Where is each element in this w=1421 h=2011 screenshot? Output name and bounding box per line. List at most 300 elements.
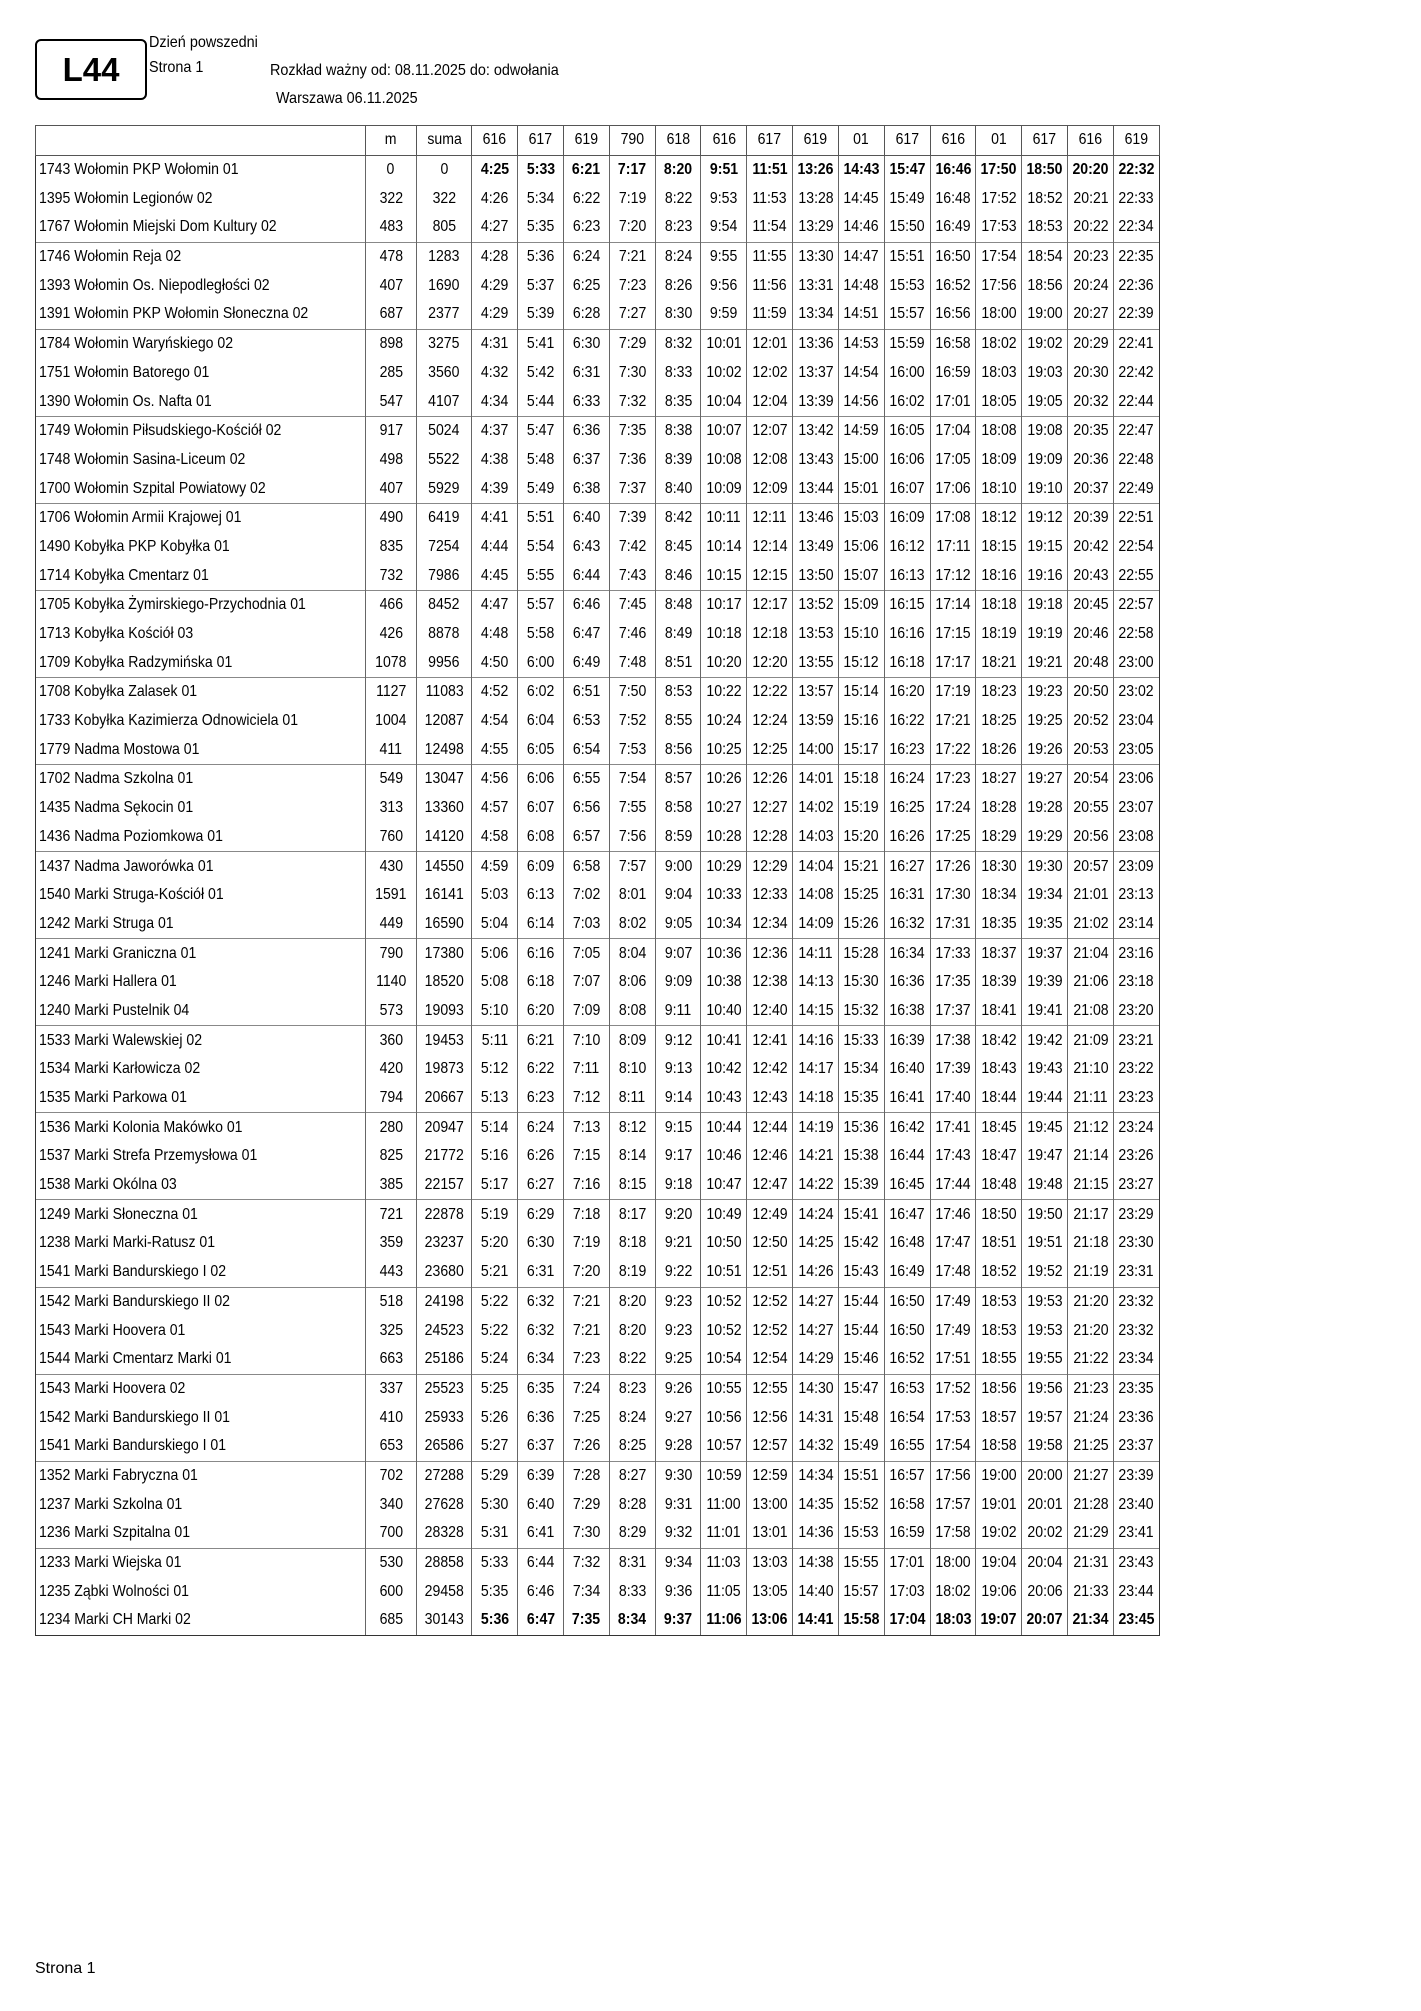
departure-time: 5:06	[472, 939, 518, 968]
departure-time: 9:17	[655, 1142, 701, 1171]
departure-time: 7:19	[564, 1229, 610, 1258]
departure-time: 16:23	[884, 735, 930, 764]
departure-time: 18:57	[976, 1403, 1022, 1432]
departure-time: 4:54	[472, 707, 518, 736]
departure-time: 13:57	[793, 678, 839, 707]
departure-time: 20:37	[1068, 474, 1114, 503]
departure-time: 8:20	[655, 155, 701, 184]
stop-name: 1705 Kobyłka Żymirskiego-Przychodnia 01	[36, 591, 366, 620]
table-row	[36, 533, 1160, 562]
departure-time: 7:23	[609, 271, 655, 300]
stop-distance: 478	[365, 242, 416, 271]
stop-distance: 411	[365, 735, 416, 764]
departure-time: 6:31	[518, 1258, 564, 1287]
departure-time: 7:16	[564, 1171, 610, 1200]
table-row	[36, 1548, 1160, 1577]
departure-time: 14:02	[793, 794, 839, 823]
departure-time: 22:39	[1113, 300, 1159, 329]
departure-time: 23:18	[1113, 968, 1159, 997]
departure-time: 14:40	[793, 1577, 839, 1606]
departure-time: 15:48	[838, 1403, 884, 1432]
departure-time: 5:25	[472, 1374, 518, 1403]
departure-time: 18:02	[930, 1577, 976, 1606]
departure-time: 17:30	[930, 881, 976, 910]
departure-time: 11:59	[747, 300, 793, 329]
departure-time: 19:37	[1022, 939, 1068, 968]
departure-time: 19:06	[976, 1577, 1022, 1606]
departure-time: 12:27	[747, 794, 793, 823]
departure-time: 12:55	[747, 1374, 793, 1403]
departure-time: 9:21	[655, 1229, 701, 1258]
departure-time: 5:08	[472, 968, 518, 997]
departure-time: 5:54	[518, 533, 564, 562]
departure-time: 17:12	[930, 561, 976, 590]
departure-time: 16:12	[884, 533, 930, 562]
departure-time: 12:33	[747, 881, 793, 910]
departure-time: 16:55	[884, 1432, 930, 1461]
departure-time: 22:32	[1113, 155, 1159, 184]
departure-time: 17:54	[930, 1432, 976, 1461]
departure-time: 21:23	[1068, 1374, 1114, 1403]
departure-time: 7:24	[564, 1374, 610, 1403]
table-row	[36, 1142, 1160, 1171]
departure-time: 17:44	[930, 1171, 976, 1200]
stop-distance: 653	[365, 1432, 416, 1461]
departure-time: 20:01	[1022, 1490, 1068, 1519]
departure-time: 8:04	[609, 939, 655, 968]
departure-time: 14:31	[793, 1403, 839, 1432]
departure-time: 10:41	[701, 1026, 747, 1055]
departure-time: 17:04	[930, 416, 976, 445]
departure-time: 4:32	[472, 359, 518, 388]
departure-time: 14:53	[838, 329, 884, 358]
table-row	[36, 1026, 1160, 1055]
departure-time: 16:15	[884, 591, 930, 620]
departure-time: 19:26	[1022, 735, 1068, 764]
stop-cumulative-distance: 12498	[417, 735, 472, 764]
departure-time: 7:17	[609, 155, 655, 184]
departure-time: 17:01	[884, 1548, 930, 1577]
departure-time: 6:32	[518, 1287, 564, 1316]
departure-time: 23:36	[1113, 1403, 1159, 1432]
departure-time: 13:34	[793, 300, 839, 329]
departure-time: 21:08	[1068, 997, 1114, 1026]
departure-time: 18:16	[976, 561, 1022, 590]
departure-time: 5:35	[472, 1577, 518, 1606]
departure-time: 15:19	[838, 794, 884, 823]
departure-time: 23:34	[1113, 1345, 1159, 1374]
departure-time: 20:22	[1068, 213, 1114, 242]
departure-time: 5:58	[518, 620, 564, 649]
departure-time: 12:20	[747, 648, 793, 677]
table-row	[36, 794, 1160, 823]
departure-time: 10:11	[701, 503, 747, 532]
departure-time: 10:22	[701, 678, 747, 707]
stop-cumulative-distance: 20947	[417, 1113, 472, 1142]
departure-time: 20:35	[1068, 416, 1114, 445]
departure-time: 19:21	[1022, 648, 1068, 677]
departure-time: 19:10	[1022, 474, 1068, 503]
stop-name: 1541 Marki Bandurskiego I 01	[36, 1432, 366, 1461]
departure-time: 17:56	[930, 1461, 976, 1490]
departure-time: 8:48	[655, 591, 701, 620]
departure-time: 17:50	[976, 155, 1022, 184]
departure-time: 6:22	[518, 1055, 564, 1084]
departure-time: 23:41	[1113, 1519, 1159, 1548]
stop-cumulative-distance: 19093	[417, 997, 472, 1026]
departure-time: 15:36	[838, 1113, 884, 1142]
departure-time: 16:42	[884, 1113, 930, 1142]
departure-time: 6:41	[518, 1519, 564, 1548]
departure-time: 9:15	[655, 1113, 701, 1142]
departure-time: 12:02	[747, 359, 793, 388]
departure-time: 8:53	[655, 678, 701, 707]
day-type: Dzień powszedni	[149, 34, 258, 51]
departure-time: 14:11	[793, 939, 839, 968]
departure-time: 23:32	[1113, 1287, 1159, 1316]
departure-time: 23:43	[1113, 1548, 1159, 1577]
departure-time: 19:15	[1022, 533, 1068, 562]
departure-time: 17:14	[930, 591, 976, 620]
departure-time: 17:04	[884, 1606, 930, 1635]
departure-time: 4:26	[472, 184, 518, 213]
stop-distance: 547	[365, 387, 416, 416]
departure-time: 19:44	[1022, 1084, 1068, 1113]
departure-time: 20:23	[1068, 242, 1114, 271]
table-row	[36, 1200, 1160, 1229]
table-row	[36, 1432, 1160, 1461]
departure-time: 16:26	[884, 823, 930, 852]
departure-time: 14:08	[793, 881, 839, 910]
departure-time: 17:22	[930, 735, 976, 764]
departure-time: 10:42	[701, 1055, 747, 1084]
departure-time: 10:55	[701, 1374, 747, 1403]
stop-cumulative-distance: 5929	[417, 474, 472, 503]
departure-time: 8:14	[609, 1142, 655, 1171]
stop-name: 1714 Kobyłka Cmentarz 01	[36, 561, 366, 590]
departure-time: 18:53	[1022, 213, 1068, 242]
departure-time: 18:03	[930, 1606, 976, 1635]
departure-time: 17:31	[930, 910, 976, 939]
departure-time: 15:18	[838, 765, 884, 794]
departure-time: 6:38	[564, 474, 610, 503]
departure-time: 15:16	[838, 707, 884, 736]
departure-time: 10:52	[701, 1316, 747, 1345]
stop-cumulative-distance: 19873	[417, 1055, 472, 1084]
departure-time: 7:43	[609, 561, 655, 590]
stop-cumulative-distance: 0	[417, 155, 472, 184]
departure-time: 9:37	[655, 1606, 701, 1635]
departure-time: 14:27	[793, 1287, 839, 1316]
header-brigade-616: 616	[930, 126, 976, 156]
header-brigade-617: 617	[884, 126, 930, 156]
departure-time: 11:01	[701, 1519, 747, 1548]
departure-time: 12:44	[747, 1113, 793, 1142]
stop-distance: 325	[365, 1316, 416, 1345]
departure-time: 7:27	[609, 300, 655, 329]
header-stop-column	[36, 126, 366, 156]
departure-time: 8:26	[655, 271, 701, 300]
departure-time: 19:43	[1022, 1055, 1068, 1084]
departure-time: 18:28	[976, 794, 1022, 823]
stop-cumulative-distance: 16141	[417, 881, 472, 910]
departure-time: 4:45	[472, 561, 518, 590]
departure-time: 13:37	[793, 359, 839, 388]
departure-time: 5:22	[472, 1316, 518, 1345]
departure-time: 23:32	[1113, 1316, 1159, 1345]
departure-time: 15:50	[884, 213, 930, 242]
departure-time: 23:21	[1113, 1026, 1159, 1055]
table-row	[36, 474, 1160, 503]
departure-time: 6:47	[518, 1606, 564, 1635]
departure-time: 4:38	[472, 446, 518, 475]
departure-time: 7:48	[609, 648, 655, 677]
line-number-badge: L44	[35, 39, 147, 100]
departure-time: 7:25	[564, 1403, 610, 1432]
departure-time: 10:15	[701, 561, 747, 590]
departure-time: 6:00	[518, 648, 564, 677]
departure-time: 7:45	[609, 591, 655, 620]
departure-time: 15:14	[838, 678, 884, 707]
stop-cumulative-distance: 6419	[417, 503, 472, 532]
departure-time: 23:05	[1113, 735, 1159, 764]
departure-time: 9:34	[655, 1548, 701, 1577]
departure-time: 5:29	[472, 1461, 518, 1490]
table-row	[36, 416, 1160, 445]
departure-time: 17:52	[930, 1374, 976, 1403]
departure-time: 23:06	[1113, 765, 1159, 794]
table-row	[36, 1461, 1160, 1490]
departure-time: 7:52	[609, 707, 655, 736]
departure-time: 7:21	[564, 1287, 610, 1316]
departure-time: 17:03	[884, 1577, 930, 1606]
departure-time: 10:17	[701, 591, 747, 620]
departure-time: 8:40	[655, 474, 701, 503]
departure-time: 21:15	[1068, 1171, 1114, 1200]
departure-time: 15:32	[838, 997, 884, 1026]
departure-time: 5:14	[472, 1113, 518, 1142]
departure-time: 4:57	[472, 794, 518, 823]
departure-time: 17:19	[930, 678, 976, 707]
departure-time: 8:19	[609, 1258, 655, 1287]
departure-time: 8:25	[609, 1432, 655, 1461]
departure-time: 10:20	[701, 648, 747, 677]
departure-time: 15:46	[838, 1345, 884, 1374]
departure-time: 7:34	[564, 1577, 610, 1606]
departure-time: 21:33	[1068, 1577, 1114, 1606]
departure-time: 16:47	[884, 1200, 930, 1229]
departure-time: 9:23	[655, 1316, 701, 1345]
departure-time: 19:57	[1022, 1403, 1068, 1432]
departure-time: 21:18	[1068, 1229, 1114, 1258]
departure-time: 5:22	[472, 1287, 518, 1316]
departure-time: 8:33	[655, 359, 701, 388]
stop-distance: 420	[365, 1055, 416, 1084]
stop-distance: 1140	[365, 968, 416, 997]
departure-time: 16:13	[884, 561, 930, 590]
departure-time: 17:15	[930, 620, 976, 649]
departure-time: 15:49	[884, 184, 930, 213]
stop-name: 1395 Wołomin Legionów 02	[36, 184, 366, 213]
departure-time: 10:51	[701, 1258, 747, 1287]
departure-time: 18:53	[976, 1287, 1022, 1316]
departure-time: 15:30	[838, 968, 884, 997]
departure-time: 5:48	[518, 446, 564, 475]
departure-time: 12:22	[747, 678, 793, 707]
departure-time: 19:39	[1022, 968, 1068, 997]
departure-time: 22:51	[1113, 503, 1159, 532]
departure-time: 7:21	[609, 242, 655, 271]
departure-time: 10:26	[701, 765, 747, 794]
stop-distance: 702	[365, 1461, 416, 1490]
departure-time: 8:55	[655, 707, 701, 736]
stop-distance: 1591	[365, 881, 416, 910]
departure-time: 8:34	[609, 1606, 655, 1635]
departure-time: 16:31	[884, 881, 930, 910]
departure-time: 9:54	[701, 213, 747, 242]
departure-time: 16:32	[884, 910, 930, 939]
stop-distance: 359	[365, 1229, 416, 1258]
departure-time: 18:39	[976, 968, 1022, 997]
departure-time: 14:03	[793, 823, 839, 852]
stop-name: 1234 Marki CH Marki 02	[36, 1606, 366, 1635]
table-row	[36, 678, 1160, 707]
departure-time: 21:01	[1068, 881, 1114, 910]
stop-distance: 687	[365, 300, 416, 329]
stop-distance: 825	[365, 1142, 416, 1171]
departure-time: 7:12	[564, 1084, 610, 1113]
departure-time: 15:34	[838, 1055, 884, 1084]
stop-cumulative-distance: 5024	[417, 416, 472, 445]
table-row	[36, 881, 1160, 910]
stop-name: 1767 Wołomin Miejski Dom Kultury 02	[36, 213, 366, 242]
stop-cumulative-distance: 805	[417, 213, 472, 242]
departure-time: 19:00	[976, 1461, 1022, 1490]
departure-time: 23:45	[1113, 1606, 1159, 1635]
stop-distance: 426	[365, 620, 416, 649]
departure-time: 20:43	[1068, 561, 1114, 590]
departure-time: 15:10	[838, 620, 884, 649]
departure-time: 12:25	[747, 735, 793, 764]
departure-time: 14:25	[793, 1229, 839, 1258]
departure-time: 19:05	[1022, 387, 1068, 416]
stop-name: 1544 Marki Cmentarz Marki 01	[36, 1345, 366, 1374]
stop-distance: 313	[365, 794, 416, 823]
stop-distance: 721	[365, 1200, 416, 1229]
departure-time: 18:18	[976, 591, 1022, 620]
departure-time: 13:50	[793, 561, 839, 590]
stop-distance: 360	[365, 1026, 416, 1055]
departure-time: 6:31	[564, 359, 610, 388]
departure-time: 18:12	[976, 503, 1022, 532]
stop-cumulative-distance: 3560	[417, 359, 472, 388]
departure-time: 8:10	[609, 1055, 655, 1084]
header-brigade-619: 619	[1113, 126, 1159, 156]
departure-time: 7:35	[564, 1606, 610, 1635]
departure-time: 18:05	[976, 387, 1022, 416]
departure-time: 19:45	[1022, 1113, 1068, 1142]
table-row	[36, 503, 1160, 532]
stop-distance: 280	[365, 1113, 416, 1142]
departure-time: 9:14	[655, 1084, 701, 1113]
stop-name: 1249 Marki Słoneczna 01	[36, 1200, 366, 1229]
departure-time: 22:54	[1113, 533, 1159, 562]
departure-time: 21:11	[1068, 1084, 1114, 1113]
departure-time: 15:43	[838, 1258, 884, 1287]
departure-time: 16:27	[884, 852, 930, 881]
departure-time: 13:28	[793, 184, 839, 213]
departure-time: 20:46	[1068, 620, 1114, 649]
departure-time: 15:17	[838, 735, 884, 764]
departure-time: 8:58	[655, 794, 701, 823]
departure-time: 8:49	[655, 620, 701, 649]
stop-cumulative-distance: 7986	[417, 561, 472, 590]
departure-time: 6:58	[564, 852, 610, 881]
departure-time: 16:53	[884, 1374, 930, 1403]
departure-time: 19:09	[1022, 446, 1068, 475]
departure-time: 13:49	[793, 533, 839, 562]
departure-time: 18:55	[976, 1345, 1022, 1374]
departure-time: 16:49	[884, 1258, 930, 1287]
departure-time: 18:08	[976, 416, 1022, 445]
stop-cumulative-distance: 23237	[417, 1229, 472, 1258]
departure-time: 12:17	[747, 591, 793, 620]
departure-time: 12:51	[747, 1258, 793, 1287]
stop-cumulative-distance: 8878	[417, 620, 472, 649]
departure-time: 15:38	[838, 1142, 884, 1171]
stop-name: 1490 Kobyłka PKP Kobyłka 01	[36, 533, 366, 562]
stop-name: 1242 Marki Struga 01	[36, 910, 366, 939]
departure-time: 5:10	[472, 997, 518, 1026]
departure-time: 14:09	[793, 910, 839, 939]
departure-time: 16:56	[930, 300, 976, 329]
stop-distance: 466	[365, 591, 416, 620]
departure-time: 18:30	[976, 852, 1022, 881]
departure-time: 4:48	[472, 620, 518, 649]
stop-distance: 385	[365, 1171, 416, 1200]
departure-time: 15:03	[838, 503, 884, 532]
departure-time: 20:50	[1068, 678, 1114, 707]
departure-time: 18:02	[976, 329, 1022, 358]
table-row	[36, 648, 1160, 677]
departure-time: 20:30	[1068, 359, 1114, 388]
departure-time: 16:16	[884, 620, 930, 649]
table-row	[36, 155, 1160, 184]
departure-time: 21:20	[1068, 1287, 1114, 1316]
departure-time: 5:47	[518, 416, 564, 445]
departure-time: 15:28	[838, 939, 884, 968]
stop-cumulative-distance: 14550	[417, 852, 472, 881]
departure-time: 14:19	[793, 1113, 839, 1142]
departure-time: 15:07	[838, 561, 884, 590]
departure-time: 17:38	[930, 1026, 976, 1055]
departure-time: 16:07	[884, 474, 930, 503]
departure-time: 15:39	[838, 1171, 884, 1200]
stop-cumulative-distance: 27288	[417, 1461, 472, 1490]
stop-name: 1237 Marki Szkolna 01	[36, 1490, 366, 1519]
timetable-body	[36, 155, 1160, 1635]
header-brigade-617: 617	[1022, 126, 1068, 156]
table-row	[36, 1345, 1160, 1374]
departure-time: 19:07	[976, 1606, 1022, 1635]
departure-time: 6:40	[518, 1490, 564, 1519]
departure-time: 8:06	[609, 968, 655, 997]
stop-cumulative-distance: 4107	[417, 387, 472, 416]
departure-time: 9:36	[655, 1577, 701, 1606]
table-row	[36, 620, 1160, 649]
departure-time: 6:26	[518, 1142, 564, 1171]
departure-time: 13:55	[793, 648, 839, 677]
